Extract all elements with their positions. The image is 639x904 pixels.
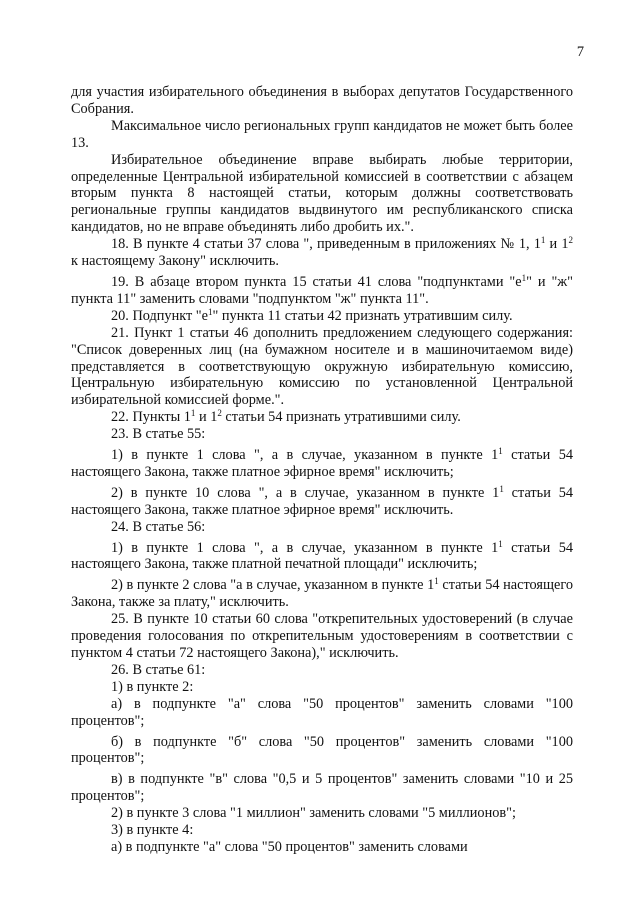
document-body — [71, 84, 573, 856]
paragraph-max-groups: Максимальное число региональных групп кандидатов не может быть более 13. — [71, 117, 573, 151]
page-number: 7 — [576, 44, 584, 60]
item-21: 21. Пункт 1 статьи 46 дополнить предложением следующего содержания: "Список доверенных лиц (на бумажном носителе и в машиночитаемом виде) представляется в соответствующую окружную избирательную комиссию, Центральную избирательную комиссию по установленной Центральной избирательной комиссией форме.". — [71, 324, 573, 409]
item-18: 18. В пункте 4 статьи 37 слова ", приведенным в приложениях № 1, $1^1$ и $1^2$ к настоящему Закону" исключить. — [71, 235, 573, 270]
item-26-3: 3) в пункте 4: — [111, 822, 194, 839]
item-26-2: 2) в пункте 3 слова "1 миллион" заменить словами "5 миллионов"; — [111, 805, 516, 822]
item-20: 20. Подпункт "$е^1$" пункта 11 статьи 42 признать утратившим силу. — [111, 306, 513, 324]
item-19: 19. В абзаце втором пункта 15 статьи 41 слова "подпунктами "$е^1$" и "ж" пункта 11" заменить словами "подпунктом "ж" пункта 11". — [71, 272, 574, 307]
paragraph-continuation: для участия избирательного объединения в выборах депутатов Государственного Собрания. — [71, 84, 573, 117]
item-23: 23. В статье 55: — [111, 426, 206, 443]
item-22: 22. Пункты $1^1$ и $1^2$ статьи 54 признать утратившими силу. — [111, 408, 461, 426]
item-26: 26. В статье 61: — [111, 661, 206, 678]
item-26-1-b: б) в подпункте "б" слова "50 процентов" заменить словами "100 процентов"; — [71, 733, 573, 767]
item-26-1-a: а) в подпункте "а" слова "50 процентов" заменить словами "100 процентов"; — [71, 695, 573, 729]
item-24-1: 1) в пункте 1 слова ", а в случае, указанном в пункте $1^1$ статьи 54 настоящего Закона, также платной печатной площади" исключить; — [71, 538, 573, 573]
item-23-1: 1) в пункте 1 слова ", а в случае, указанном в пункте $1^1$ статьи 54 настоящего Закона, также платное эфирное время" исключить; — [71, 446, 573, 480]
item-26-1: 1) в пункте 2: — [111, 678, 194, 695]
item-26-1-v: в) в подпункте "в" слова "0,5 и 5 процентов" заменить словами "10 и 25 процентов"; — [71, 771, 573, 805]
item-26-3-a: а) в подпункте "а" слова "50 процентов" заменить словами — [111, 838, 468, 855]
paragraph-territories: Избирательное объединение вправе выбирать любые территории, определенные Центральной избирательной комиссией в соответствии с абзацем вторым пункта 8 настоящей статьи, которым должны соответствовать региональные группы кандидатов выдвинутого им республиканского списка кандидатов, но не вправе объединять либо дробить их.". — [71, 151, 573, 236]
item-24-2: 2) в пункте 2 слова "а в случае, указанном в пункте $1^1$ статьи 54 настоящего Закона, также за плату," исключить. — [71, 576, 573, 611]
item-24: 24. В статье 56: — [111, 518, 206, 535]
item-23-2: 2) в пункте 10 слова ", а в случае, указанном в пункте $1^1$ статьи 54 настоящего Закона, также платное эфирное время" исключить. — [71, 483, 574, 518]
item-25: 25. В пункте 10 статьи 60 слова "открепительных удостоверений (в случае проведения голосования по открепительным удостоверениям в соответствии с пунктом 4 статьи 72 настоящего Закона)," исключить. — [71, 611, 573, 661]
